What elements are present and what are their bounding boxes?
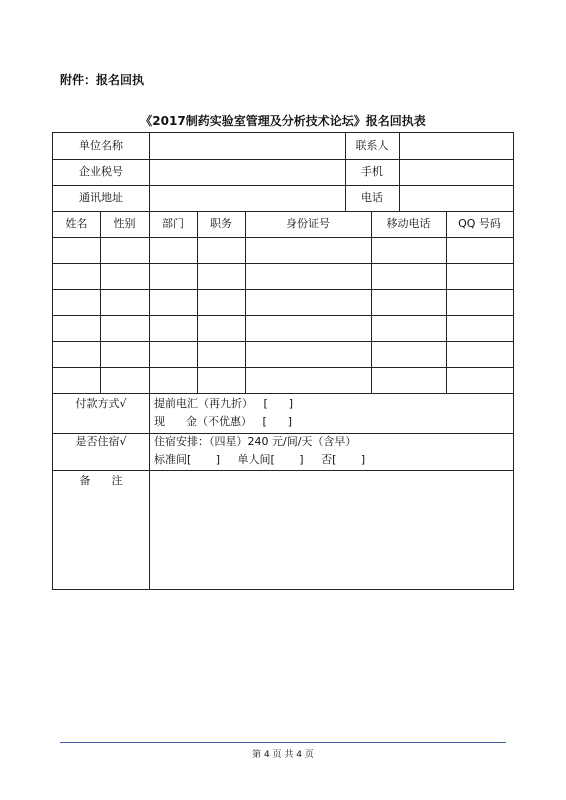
footer-divider xyxy=(60,742,506,743)
column-header-id-number: 身份证号 xyxy=(286,217,330,230)
payment-label: 付款方式√ xyxy=(75,397,127,410)
registration-form-table xyxy=(52,132,514,590)
row-divider xyxy=(53,315,513,316)
row-divider xyxy=(53,433,513,434)
row-divider xyxy=(53,289,513,290)
mobile-label: 手机 xyxy=(361,165,383,178)
column-header-mobile: 移动电话 xyxy=(386,217,431,230)
address-label: 通讯地址 xyxy=(79,191,123,204)
row-divider xyxy=(53,470,513,471)
row-divider xyxy=(53,185,513,186)
remarks-label: 备 注 xyxy=(79,474,123,487)
row-divider xyxy=(53,393,513,394)
column-divider xyxy=(399,133,400,211)
column-divider xyxy=(245,211,246,393)
column-header-gender: 性别 xyxy=(113,217,136,230)
row-divider xyxy=(53,367,513,368)
column-divider xyxy=(446,211,447,393)
column-divider xyxy=(149,393,150,589)
column-divider xyxy=(371,211,372,393)
column-header-position: 职务 xyxy=(210,217,232,230)
contact-label: 联系人 xyxy=(355,139,389,152)
attachment-label: 附件：报名回执 xyxy=(60,73,145,87)
column-header-qq: QQ 号码 xyxy=(458,217,501,230)
lodging-label: 是否住宿√ xyxy=(75,435,127,448)
column-divider xyxy=(149,133,150,211)
payment-wire-option: 提前电汇（再九折） [ ] xyxy=(154,397,294,410)
unit-name-label: 单位名称 xyxy=(79,139,123,152)
page-number: 第 4 页 共 4 页 xyxy=(252,750,314,760)
row-divider xyxy=(53,263,513,264)
column-divider xyxy=(197,211,198,393)
column-header-name: 姓名 xyxy=(65,217,88,230)
form-title: 《2017制药实验室管理及分析技术论坛》报名回执表 xyxy=(140,114,426,128)
row-divider xyxy=(53,341,513,342)
phone-label: 电话 xyxy=(361,191,383,204)
lodging-arrangement: 住宿安排：（四星）240 元/间/天（含早） xyxy=(154,435,357,448)
column-divider xyxy=(149,211,150,393)
room-type-options: 标准间[ ] 单人间[ ] 否[ ] xyxy=(154,453,366,466)
payment-cash-option: 现 金（不优惠） [ ] xyxy=(154,415,293,428)
column-header-department: 部门 xyxy=(162,217,184,230)
row-divider xyxy=(53,211,513,212)
column-divider xyxy=(100,211,101,393)
row-divider xyxy=(53,237,513,238)
tax-id-label: 企业税号 xyxy=(79,165,123,178)
row-divider xyxy=(53,159,513,160)
